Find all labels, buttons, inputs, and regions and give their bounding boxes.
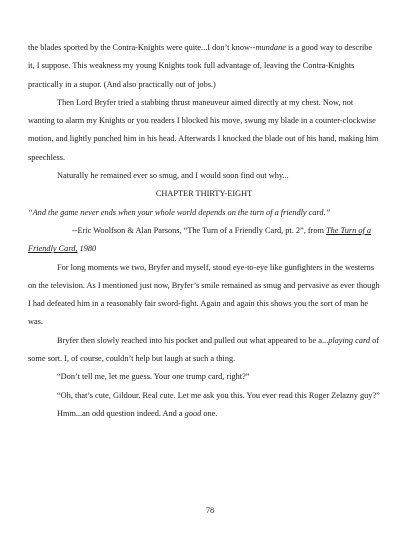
italic-word: mundane [255, 43, 286, 52]
paragraph-text: is a good way to describe it, I suppose. This weakness my young Knights took full advantage of, leaving the Contra-Knights practically in a stupor. (And also practically out of jobs.) [28, 43, 373, 89]
chapter-heading: CHAPTER THIRTY-EIGHT [155, 189, 253, 199]
dialogue-line: “Oh, that’s cute, Gildour. Real cute. Let me ask you this. You ever read this Roger Zelazny guy?” [57, 390, 380, 400]
italic-word: playing card [328, 335, 371, 345]
paragraph-text: of some sort. I, of course, couldn’t help but laugh at such a thing. [28, 335, 380, 364]
attribution-year: 1980 [77, 244, 97, 254]
page-number: 78 [205, 506, 215, 515]
dialogue-line: “Don’t tell me, let me guess. Your one trump card, right?” [57, 372, 250, 382]
attribution-text: --Eric Woolfson & Alan Parsons, “The Turn of a Friendly Card, pt. 2”, from [72, 225, 327, 235]
page-body [28, 39, 380, 423]
attribution-title: The Turn of a Friendly Card, [28, 225, 371, 254]
italic-word: good [184, 408, 202, 418]
paragraph: Then Lord Bryfer tried a stabbing thrust maneuveur aimed directly at my chest. Now, not wanting to alarm my Knights or you readers I blocked his move, swung my blade in a counter-clockwise motion, and lightly punched him in his head. Afterwards I knocked the blade out of his hand, making him speechless. [28, 97, 379, 162]
paragraph [28, 39, 380, 94]
paragraph: Naturally he remained ever so smug, and I would soon find out why... [57, 171, 289, 181]
paragraph-text: one. [201, 408, 218, 418]
paragraph-text: Bryfer then slowly reached into his pocket and pulled out what appeared to be a... [57, 335, 329, 345]
epigraph-attribution [28, 222, 380, 259]
paragraph: For long moments we two, Bryfer and myself, stood eye-to-eye like gunfighters in the westerns on the television. As I mentioned just now, Bryfer’s smile remained as smug and pervasive as ever though I had defeated him in a reasonably fair sword-fight. Again and again this shows you the sort of man he was. [28, 262, 380, 327]
paragraph-text: the blades sported by the Contra-Knights were quite...I don’t know-- [28, 43, 256, 52]
paragraph [28, 405, 380, 423]
paragraph [28, 332, 380, 369]
epigraph-quote: “And the game never ends when your whole world depends on the turn of a friendly card.” [28, 207, 331, 217]
paragraph-text: Hmm...an odd question indeed. And a [57, 408, 185, 418]
